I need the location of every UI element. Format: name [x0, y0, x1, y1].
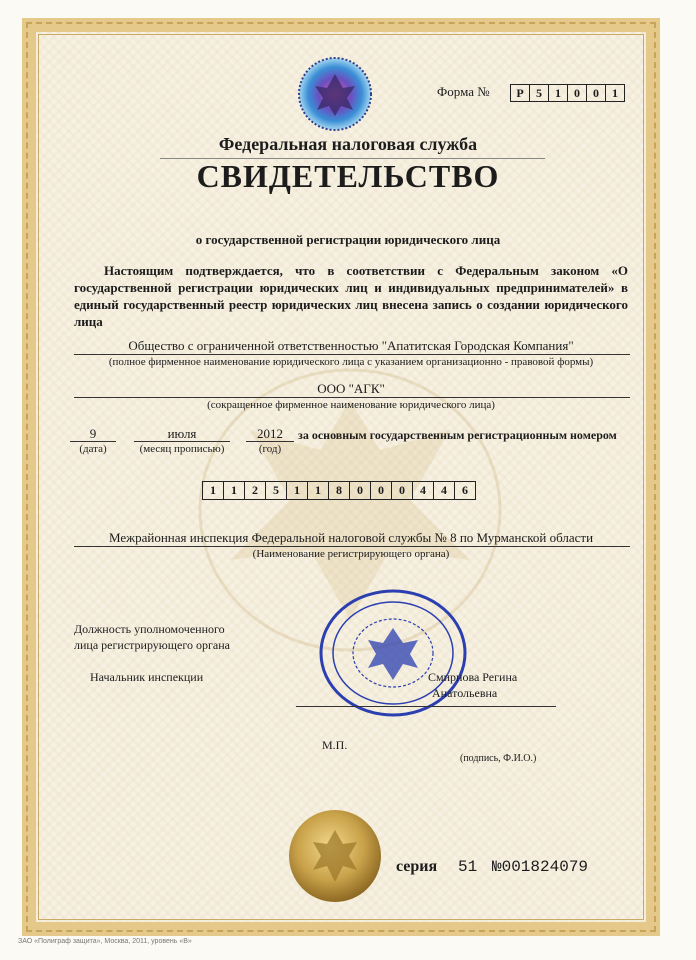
full-name-line [74, 354, 630, 355]
position-label-2: лица регистрирующего органа [74, 638, 230, 652]
ogrn-label: за основным государственным регистрационным номером [298, 428, 617, 442]
ogrn-number [202, 481, 476, 500]
series-serial: №001824079 [492, 858, 589, 876]
authority-line [74, 546, 630, 547]
gold-seal-icon [287, 808, 383, 904]
mp-label: М.П. [322, 738, 348, 752]
ogrn-digit: 4 [434, 482, 455, 499]
authority-caption: (Наименование регистрирующего органа) [252, 548, 450, 560]
date-day: 9 [89, 426, 97, 441]
document-title: СВИДЕТЕЛЬСТВО [196, 158, 500, 194]
ogrn-digit: 0 [350, 482, 371, 499]
date-month-caption: (месяц прописью) [139, 443, 225, 455]
ogrn-digit: 0 [371, 482, 392, 499]
ogrn-digit: 1 [308, 482, 329, 499]
confirmation-text: Настоящим подтверждается, что в соответствии с Федеральным законом «О государственной регистрации юридических лиц и индивидуальных предпринимателей» в единый государственный реестр юридических лиц внесена запись о создании юридического лица [74, 263, 628, 329]
service-name: Федеральная налоговая служба [218, 134, 478, 154]
document-subtitle: о государственной регистрации юридического лица [195, 232, 501, 247]
full-name-caption: (полное фирменное наименование юридического лица с указанием организационно - правовой формы) [108, 356, 594, 368]
date-month-line [134, 441, 230, 442]
date-year-line [246, 441, 294, 442]
ogrn-digit: 1 [224, 482, 245, 499]
full-name-value: Общество с ограниченной ответственностью "Апатитская Городская Компания" [128, 338, 574, 353]
form-code-char: 0 [568, 85, 587, 101]
form-code-char: Р [511, 85, 530, 101]
form-label: Форма № [437, 84, 490, 99]
short-name-line [74, 397, 630, 398]
form-code [510, 84, 625, 102]
position-label-1: Должность уполномоченного [74, 622, 225, 636]
hologram-emblem-icon [297, 56, 373, 132]
position-value: Начальник инспекции [90, 670, 204, 684]
series-label: серия [396, 858, 438, 875]
date-year: 2012 [257, 426, 283, 441]
ogrn-digit: 5 [266, 482, 287, 499]
date-month: июля [167, 426, 197, 441]
form-code-char: 1 [549, 85, 568, 101]
signatory-name-line-1: Смирнова Регина [428, 670, 518, 684]
ogrn-digit: 8 [329, 482, 350, 499]
form-code-char: 1 [612, 86, 618, 100]
ogrn-digit: 2 [245, 482, 266, 499]
signature-caption: (подпись, Ф.И.О.) [460, 753, 537, 764]
date-year-caption: (год) [258, 443, 282, 455]
short-name-caption: (сокращенное фирменное наименование юридического лица) [207, 399, 495, 411]
ogrn-digit: 1 [287, 482, 308, 499]
short-name-value: ООО "АГК" [317, 381, 385, 396]
date-day-line [70, 441, 116, 442]
ogrn-digit: 1 [203, 482, 224, 499]
form-code-char: 0 [587, 85, 606, 101]
authority-value: Межрайонная инспекция Федеральной налоговой службы № 8 по Мурманской области [108, 530, 594, 545]
printer-imprint: ЗАО «Полиграф защита», Москва, 2011, уровень «В» [18, 938, 192, 945]
date-day-caption: (дата) [79, 443, 107, 455]
ogrn-digit: 0 [392, 482, 413, 499]
form-code-char: 5 [530, 85, 549, 101]
series-number: 51 [458, 858, 478, 876]
signature-line [296, 706, 556, 707]
ogrn-digit: 6 [462, 483, 468, 497]
signatory-name-line-2: Анатольевна [432, 686, 498, 700]
ogrn-digit: 4 [413, 482, 434, 499]
